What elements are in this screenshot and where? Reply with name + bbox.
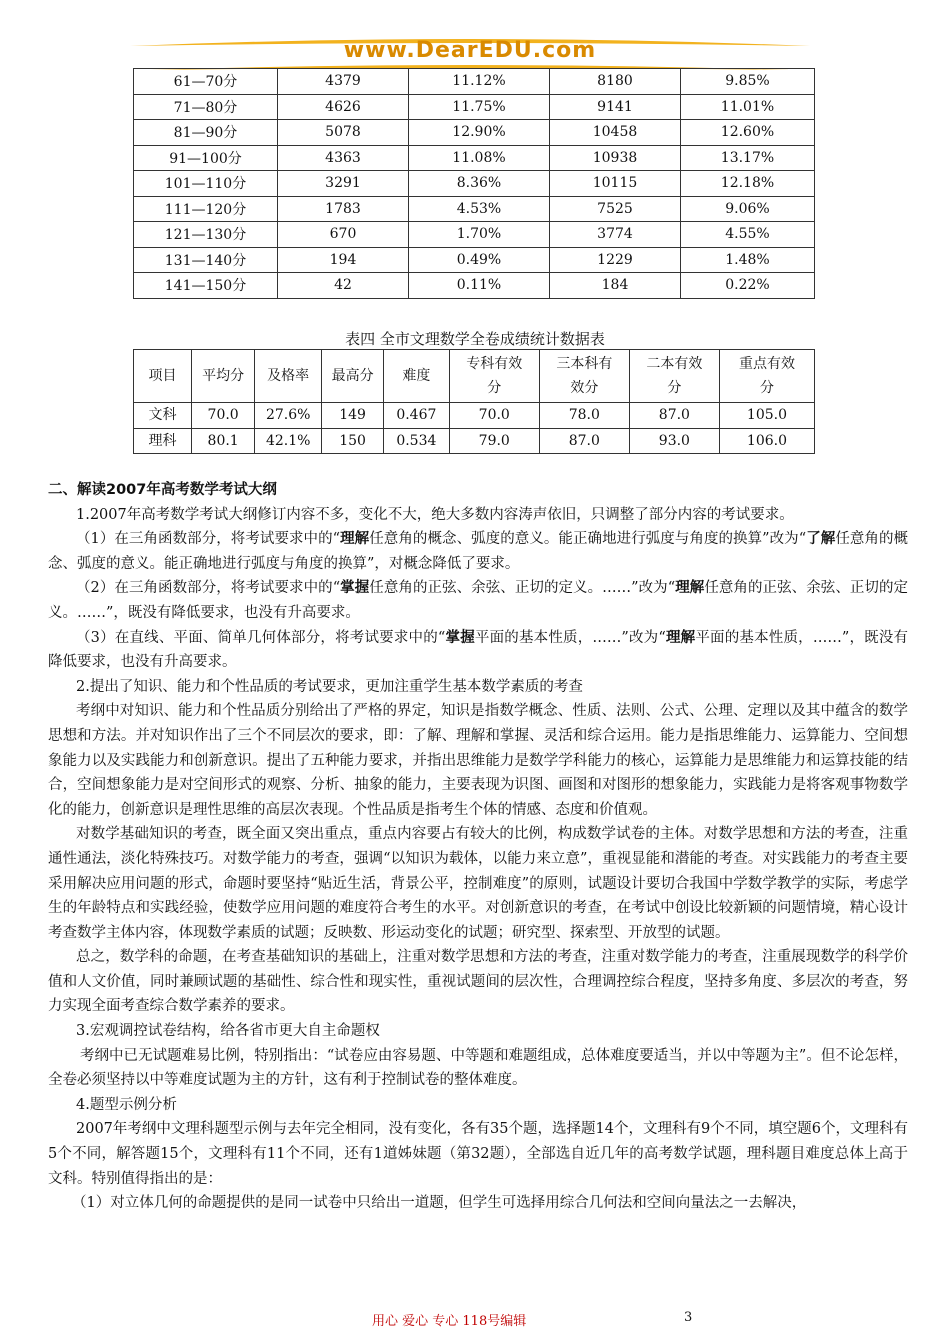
table-cell: 121—130分 — [134, 222, 278, 248]
table-cell: 184 — [550, 273, 681, 299]
column-header: 项目 — [134, 350, 192, 403]
table-cell: 11.12% — [409, 69, 550, 95]
table-cell: 150 — [322, 428, 384, 454]
column-header: 难度 — [384, 350, 450, 403]
paragraph: （2）在三角函数部分，将考试要求中的“掌握任意角的正弦、余弦、正切的定义。……”改为“理解任意角的正弦、余弦、正切的定义。……”，既没有降低要求，也没有升高要求。 — [48, 580, 909, 621]
table-cell: 10938 — [550, 145, 681, 171]
table-cell: 70.0 — [192, 403, 255, 429]
table-cell: 87.0 — [629, 403, 719, 429]
table-cell: 9.85% — [681, 69, 815, 95]
table-cell: 12.60% — [681, 120, 815, 146]
table-cell: 文科 — [134, 403, 192, 429]
table-row — [134, 120, 815, 146]
table-row — [134, 196, 815, 222]
table-cell: 106.0 — [719, 428, 814, 454]
table-cell: 1229 — [550, 247, 681, 273]
paragraph: 2007年考纲中文理科题型示例与去年完全相同，没有变化，各有35个题，选择题14个，文理科有9个不同，填空题6个，文理科有5个不同，解答题15个，文理科有11个不同，还有1道姊妹题（第32题），全部选自近几年的高考数学试题，理科题目难度总体上高于文科。特别值得指出的是： — [48, 1121, 908, 1187]
table-cell: 0.467 — [384, 403, 450, 429]
table-row — [134, 222, 815, 248]
table-cell: 12.18% — [681, 171, 815, 197]
table-cell: 149 — [322, 403, 384, 429]
table-cell: 194 — [278, 247, 409, 273]
table-cell: 9.06% — [681, 196, 815, 222]
table-cell: 91—100分 — [134, 145, 278, 171]
table-cell: 79.0 — [449, 428, 539, 454]
table4-caption: 表四 全市文理数学全卷成绩统计数据表 — [345, 330, 605, 348]
paragraph: 考纲中对知识、能力和个性品质分别给出了严格的界定，知识是指数学概念、性质、法则、公式、公理、定理以及其中蕴含的数学思想和方法。并对知识作出了三个不同层次的要求，即：了解、理解和掌握、灵活和综合运用。能力是指思维能力、运算能力、空间想象能力以及实践能力和创新意识。提出了五种能力要求，并指出思维能力是数学学科能力的核心，运算能力是思维能力和运算技能的结合，空间想象能力是对空间形式的观察、分析、抽象的能力，主要表现为识图、画图和对图形的想象能力，实践能力是将客观事物数学化的能力，创新意识是理性思维的高层次表现。个性品质是指考生个体的情感、态度和价值观。 — [48, 703, 908, 818]
table-cell: 131—140分 — [134, 247, 278, 273]
table-cell: 0.22% — [681, 273, 815, 299]
subheading: 3.宏观调控试卷结构，给各省市更大自主命题权 — [76, 1023, 380, 1040]
table-cell: 670 — [278, 222, 409, 248]
table-cell: 78.0 — [539, 403, 629, 429]
table-cell: 87.0 — [539, 428, 629, 454]
paragraph: 考纲中已无试题难易比例，特别指出：“试卷应由容易题、中等题和难题组成，总体难度要适当，并以中等题为主”。但不论怎样，全卷必须坚持以中等难度试题为主的方针，这有利于控制试卷的整体难度。 — [48, 1047, 908, 1089]
column-header: 平均分 — [192, 350, 255, 403]
table-row — [134, 69, 815, 95]
table-cell: 理科 — [134, 428, 192, 454]
page-number: 3 — [684, 1310, 693, 1325]
table-cell: 3774 — [550, 222, 681, 248]
table-cell: 42.1% — [255, 428, 322, 454]
column-header: 专科有效分 — [449, 350, 539, 403]
table-row — [134, 428, 815, 454]
section-heading: 二、解读2007年高考数学考试大纲 — [48, 482, 277, 498]
table-cell: 10115 — [550, 171, 681, 197]
table-cell: 80.1 — [192, 428, 255, 454]
table-cell: 1.48% — [681, 247, 815, 273]
paragraph: （1）在三角函数部分，将考试要求中的“理解任意角的概念、弧度的意义。能正确地进行弧度与角度的换算”改为“了解任意角的概念、弧度的意义。能正确地进行弧度与角度的换算”，对概念降低了要求。 — [48, 531, 909, 572]
table-cell: 141—150分 — [134, 273, 278, 299]
subheading: 2.提出了知识、能力和个性品质的考试要求，更加注重学生基本数学素质的考查 — [76, 678, 583, 695]
table-cell: 4.55% — [681, 222, 815, 248]
paragraph: （3）在直线、平面、简单几何体部分，将考试要求中的“掌握平面的基本性质，……”改为“理解平面的基本性质，……”，既没有降低要求，也没有升高要求。 — [48, 629, 909, 671]
table-cell: 3291 — [278, 171, 409, 197]
table-cell: 11.08% — [409, 145, 550, 171]
table-cell: 8.36% — [409, 171, 550, 197]
column-header: 及格率 — [255, 350, 322, 403]
table-cell: 101—110分 — [134, 171, 278, 197]
table-cell: 11.01% — [681, 94, 815, 120]
table-row — [134, 94, 815, 120]
article-body — [48, 478, 908, 1216]
table-cell: 111—120分 — [134, 196, 278, 222]
table-cell: 10458 — [550, 120, 681, 146]
table-row — [134, 273, 815, 299]
table-cell: 11.75% — [409, 94, 550, 120]
table-row — [134, 247, 815, 273]
table-cell: 5078 — [278, 120, 409, 146]
logo-text: www.DearEDU.com — [343, 38, 597, 63]
column-header: 三本科有效分 — [539, 350, 629, 403]
footer-text: 用心 爱心 专心 118号编辑 — [372, 1314, 527, 1329]
table-cell: 4379 — [278, 69, 409, 95]
column-header: 二本有效分 — [629, 350, 719, 403]
table-cell: 9141 — [550, 94, 681, 120]
table-cell: 81—90分 — [134, 120, 278, 146]
table-header-row — [134, 350, 815, 403]
table-cell: 70.0 — [449, 403, 539, 429]
column-header: 重点有效分 — [719, 350, 814, 403]
score-distribution-table — [133, 68, 815, 299]
table-cell: 12.90% — [409, 120, 550, 146]
table-cell: 0.49% — [409, 247, 550, 273]
table-cell: 93.0 — [629, 428, 719, 454]
table-cell: 27.6% — [255, 403, 322, 429]
table-cell: 1.70% — [409, 222, 550, 248]
subheading: 4.题型示例分析 — [76, 1096, 177, 1113]
table-row — [134, 403, 815, 429]
table-cell: 0.534 — [384, 428, 450, 454]
paragraph: 总之，数学科的命题，在考查基础知识的基础上，注重对数学思想和方法的考查，注重对数学能力的考查，注重展现数学的科学价值和人文价值，同时兼顾试题的基础性、综合性和现实性，重视试题间的层次性，合理调控综合程度，坚持多角度、多层次的考查，努力实现全面考查综合数学素养的要求。 — [48, 949, 908, 1015]
table-cell: 61—70分 — [134, 69, 278, 95]
paragraph: 1.2007年高考数学考试大纲修订内容不多，变化不大，绝大多数内容涛声依旧，只调整了部分内容的考试要求。 — [76, 506, 794, 523]
table-cell: 13.17% — [681, 145, 815, 171]
table-cell: 71—80分 — [134, 94, 278, 120]
table-row — [134, 145, 815, 171]
paragraph: （1）对立体几何的命题提供的是同一试卷中只给出一道题，但学生可选择用综合几何法和空间向量法之一去解决， — [72, 1195, 807, 1212]
table-cell: 8180 — [550, 69, 681, 95]
paragraph: 对数学基础知识的考查，既全面又突出重点，重点内容要占有较大的比例，构成数学试卷的主体。对数学思想和方法的考查，注重通性通法，淡化特殊技巧。对数学能力的考查，强调“以知识为载体，以能力来立意”，重视显能和潜能的考查。对实践能力的考查主要采用解决应用问题的形式，命题时要坚持“贴近生活，背景公平，控制难度”的原则，试题设计要切合我国中学数学教学的实际，考虑学生的年龄特点和实践经验，使数学应用问题的难度符合考生的水平。对创新意识的考查，在考试中创设比较新颖的问题情境，精心设计考查数学主体内容，体现数学素质的试题；反映数、形运动变化的试题；研究型、探索型、开放型的试题。 — [48, 826, 908, 941]
table-cell: 4.53% — [409, 196, 550, 222]
table-cell: 1783 — [278, 196, 409, 222]
column-header: 最高分 — [322, 350, 384, 403]
table-cell: 42 — [278, 273, 409, 299]
table-cell: 7525 — [550, 196, 681, 222]
table-cell: 4626 — [278, 94, 409, 120]
table-cell: 105.0 — [719, 403, 814, 429]
table-cell: 4363 — [278, 145, 409, 171]
table-cell: 0.11% — [409, 273, 550, 299]
math-stats-table — [133, 349, 815, 454]
table-row — [134, 171, 815, 197]
